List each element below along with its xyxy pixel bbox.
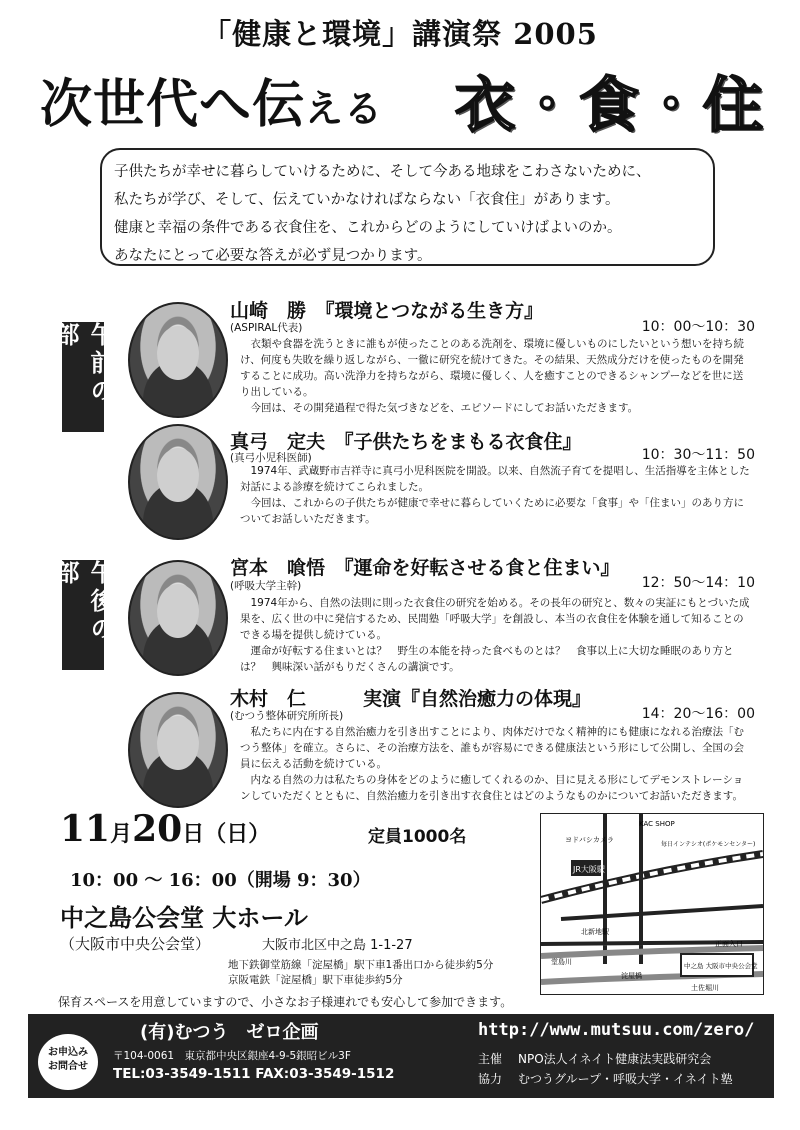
- map-label-pokemon: 毎日インテシオ(ポケモンセンター): [661, 841, 756, 848]
- map-label-kac: KAC SHOP: [639, 820, 675, 828]
- speaker-time: 10：00〜10：30: [641, 319, 755, 335]
- access-line: 地下鉄御堂筋線「淀屋橋」駅下車1番出口から徒歩約5分: [228, 959, 494, 971]
- event-series-title: 「健康と環境」講演祭 2005: [202, 17, 598, 51]
- host-line: [478, 1050, 711, 1067]
- organizer-address: 〒104-0061 東京都中央区銀座4-9-5銀昭ビル3F: [113, 1050, 351, 1062]
- speaker-photo-miyamoto: [128, 560, 228, 676]
- cooperation-line: [478, 1070, 733, 1087]
- speaker-paragraph: 1974年、武蔵野市吉祥寺に真弓小児科医院を開設。以来、自然流子育てを提唱し、生活指導を主体とした対話による診療を続けてこられました。: [240, 465, 750, 493]
- event-hours: 10：00 〜 16：00（開場 9：30）: [70, 870, 371, 891]
- map-label-dojima: 堂島川: [551, 958, 572, 966]
- access-line: 京阪電鉄「淀屋橋」駅下車徒歩約5分: [228, 974, 403, 986]
- speaker-name-title: 木村 仁 実演『自然治癒力の体現』: [230, 688, 592, 710]
- speaker-name-title: 真弓 定夫 『子供たちをまもる衣食住』: [230, 431, 582, 453]
- map-graphic: [541, 814, 763, 994]
- speaker-role: (ASPIRAL代表): [230, 322, 303, 334]
- speaker-photo-kimura: [128, 692, 228, 808]
- speaker-time: 12：50〜14：10: [641, 575, 755, 591]
- intro-line: 健康と幸福の条件である衣食住を、これからどのようにしていけばよいのか。: [114, 220, 622, 236]
- speaker-paragraph: 衣類や食器を洗うときに誰もが使ったことのある洗剤を、環境に優しいものにしたいという想いを持ち続け、何度も失敗を繰り返しながら、一徹に研究を続けてきた。その結果、天然成分だけを使ったものを開発することに成功。高い洗浄力を持ちながら、環境に優しく、人を癒すことのできるシャンプーなどを世に送り出している。: [240, 338, 744, 398]
- coop-label: 協力: [478, 1072, 503, 1086]
- speaker-role: (真弓小児科医師): [230, 452, 312, 464]
- contact-label: お問合せ: [48, 1061, 88, 1072]
- speaker-description: [240, 463, 750, 527]
- map-label-yodoyabashi: 淀屋橋: [621, 972, 642, 980]
- map-label-venue: 中之島 大阪市中央公会堂: [684, 962, 758, 970]
- access-info: [228, 958, 493, 988]
- speaker-paragraph: 内なる自然の力は私たちの身体をどのように癒してくれるのか、目に見える形にしてデモンストレーションしていただくとともに、自然治癒力を引き出す衣食住とはどのようなものかについてお話いただきます。: [240, 774, 744, 802]
- speaker-description: [240, 724, 750, 804]
- event-month: 11: [60, 808, 111, 850]
- map-label-entrance: 正面入口: [715, 940, 743, 948]
- speaker-description: [240, 336, 750, 416]
- venue-subname: （大阪市中央公会堂）: [60, 935, 211, 953]
- month-unit: 月: [110, 821, 133, 847]
- speaker-name-title: 宮本 喰悟 『運命を好転させる食と住まい』: [230, 557, 620, 579]
- host-name: NPO法人イネイト健康法実践研究会: [518, 1052, 712, 1066]
- day-unit: 日: [182, 821, 205, 847]
- speaker-paragraph: 運命が好転する住まいとは？ 野生の本能を持った食べものとは？ 食事以上に大切な睡眠のあり方とは？ 興味深い話がもりだくさんの講演です。: [240, 645, 734, 673]
- speaker-paragraph: 今回は、これからの子供たちが健康で幸せに暮らしていくために必要な「食事」や「住まい」のあり方についてお話しいただきます。: [240, 497, 744, 525]
- speaker-role: (むつう整体研究所所長): [230, 710, 344, 722]
- event-day: 20: [132, 808, 183, 850]
- speaker-paragraph: 1974年から、自然の法則に則った衣食住の研究を始める。その長年の研究と、数々の実証にもとづいた成果を、広く世の中に発信するため、民間塾「呼吸大学」を創設し、本当の衣食住を体験を通して知ることのできる場を提供し続けている。: [240, 597, 750, 641]
- main-title-suffix: える: [305, 86, 384, 131]
- speaker-name-title: 山崎 勝 『環境とつながる生き方』: [230, 300, 544, 322]
- event-weekday: （日）: [204, 821, 271, 847]
- intro-line: あなたにとって必要な答えが必ず見つかります。: [114, 248, 432, 264]
- speaker-description: [240, 595, 750, 675]
- speaker-role: (呼吸大学主幹): [230, 580, 302, 592]
- capacity: 定員1000名: [368, 827, 467, 847]
- apply-contact-badge: [38, 1034, 98, 1090]
- main-title-text: 次世代へ伝: [40, 74, 306, 135]
- organizer-name: (有)むつう ゼロ企画: [140, 1022, 319, 1043]
- morning-session-label: 午前の部: [62, 322, 104, 432]
- venue-name: 中之島公会堂 大ホール: [60, 904, 308, 932]
- event-date: [60, 808, 270, 850]
- venue-address: 大阪市北区中之島 1-1-27: [262, 938, 413, 953]
- footer-banner: [28, 1014, 774, 1098]
- map-label-yodobashi: ヨドバシカメラ: [565, 836, 614, 844]
- main-title-kanji: 衣・食・住: [455, 71, 765, 141]
- apply-label: お申込み: [48, 1047, 88, 1058]
- website-url[interactable]: http://www.mutsuu.com/zero/: [478, 1020, 755, 1040]
- map-label-jr: JR大阪駅: [573, 865, 605, 874]
- intro-line: 私たちが学び、そして、伝えていかなければならない「衣食住」があります。: [114, 192, 620, 208]
- main-title: [40, 62, 383, 137]
- speaker-paragraph: 今回は、その開発過程で得た気づきなどを、エピソードにしてお話いただきます。: [250, 402, 639, 414]
- speaker-paragraph: 私たちに内在する自然治癒力を引き出すことにより、肉体だけでなく精神的にも健康になれる治療法「むつう整体」を確立。さらに、その治療方法を、誰もが容易にできる健康法という形にして公開し、全国の会員に伝える活動を続けている。: [240, 726, 744, 770]
- map-label-tosabori: 土佐堀川: [691, 984, 719, 992]
- coop-names: むつうグループ・呼吸大学・イネイト塾: [518, 1072, 733, 1086]
- speaker-photo-yamazaki: [128, 302, 228, 418]
- intro-line: 子供たちが幸せに暮らしていけるために、そして今ある地球をこわさないために、: [114, 164, 651, 180]
- map-label-kitashinchi: 北新地駅: [581, 928, 609, 936]
- access-map: [540, 813, 764, 995]
- speaker-time: 10：30〜11：50: [641, 447, 755, 463]
- intro-box: [100, 148, 715, 266]
- speaker-time: 14：20〜16：00: [641, 706, 755, 722]
- host-label: 主催: [478, 1052, 503, 1066]
- childcare-note: 保育スペースを用意していますので、小さなお子様連れでも安心して参加できます。: [58, 995, 513, 1009]
- organizer-phone: TEL:03-3549-1511 FAX:03-3549-1512: [113, 1066, 395, 1082]
- speaker-photo-mayumi: [128, 424, 228, 540]
- afternoon-session-label: 午後の部: [62, 560, 104, 670]
